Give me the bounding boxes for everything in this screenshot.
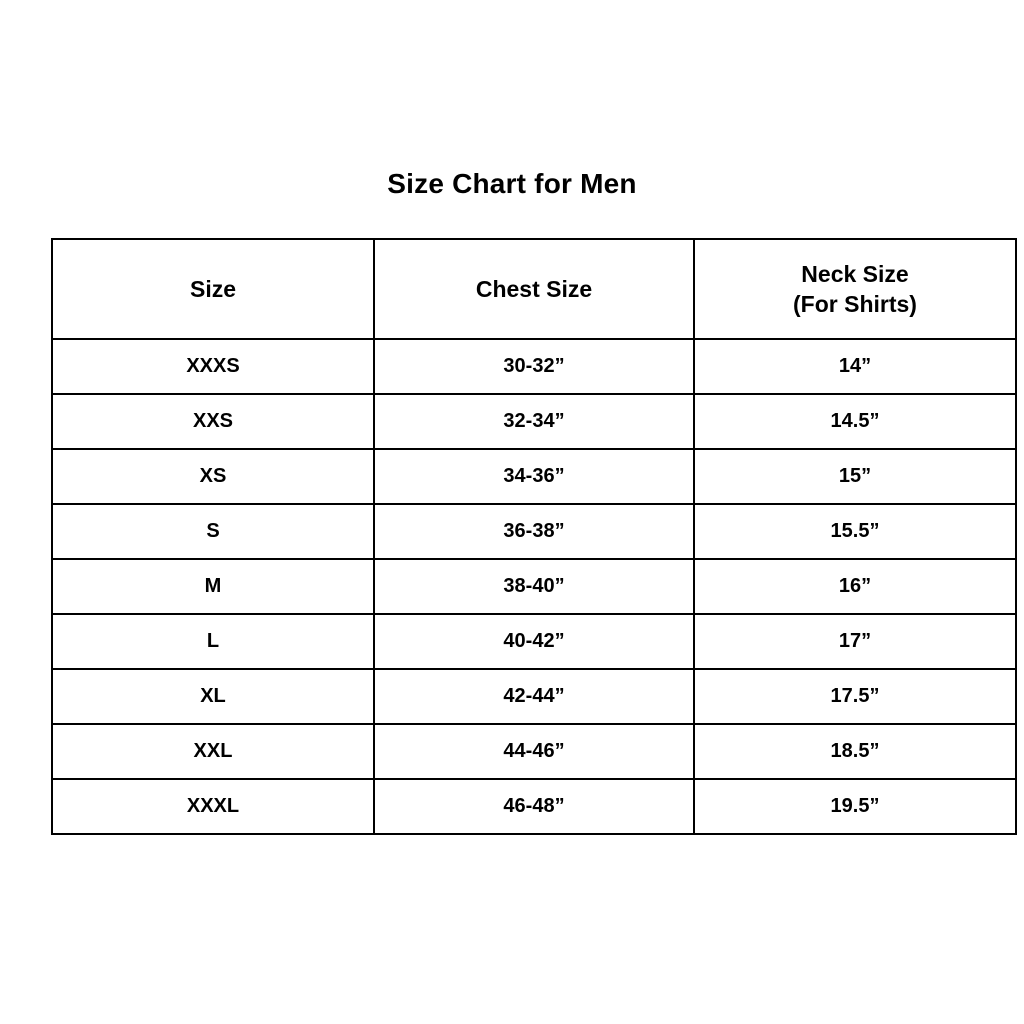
size-chart-table-container	[51, 238, 973, 835]
cell-neck: 14.5”	[694, 394, 1016, 449]
cell-chest: 46-48”	[374, 779, 694, 834]
cell-size: L	[52, 614, 374, 669]
cell-neck: 18.5”	[694, 724, 1016, 779]
table-header	[52, 239, 1016, 339]
cell-size: S	[52, 504, 374, 559]
cell-size: XS	[52, 449, 374, 504]
table-row	[52, 394, 1016, 449]
column-header-neck-size-subtitle: (For Shirts)	[793, 291, 917, 317]
table-header-row	[52, 239, 1016, 339]
cell-size: XXL	[52, 724, 374, 779]
cell-neck: 14”	[694, 339, 1016, 394]
cell-chest: 38-40”	[374, 559, 694, 614]
table-row	[52, 559, 1016, 614]
column-header-chest-size	[374, 239, 694, 339]
cell-neck: 17.5”	[694, 669, 1016, 724]
cell-neck: 15.5”	[694, 504, 1016, 559]
cell-chest: 32-34”	[374, 394, 694, 449]
cell-chest: 44-46”	[374, 724, 694, 779]
column-header-neck-size-label: Neck Size	[801, 260, 909, 287]
cell-size: XXS	[52, 394, 374, 449]
column-header-neck-size	[694, 239, 1016, 339]
table-row	[52, 779, 1016, 834]
cell-neck: 17”	[694, 614, 1016, 669]
table-row	[52, 669, 1016, 724]
table-body	[52, 339, 1016, 834]
page-title: Size Chart for Men	[387, 168, 637, 199]
column-header-size-label: Size	[189, 275, 237, 302]
cell-size: XXXL	[52, 779, 374, 834]
table-row	[52, 504, 1016, 559]
cell-chest: 34-36”	[374, 449, 694, 504]
table-row	[52, 449, 1016, 504]
cell-neck: 15”	[694, 449, 1016, 504]
table-row	[52, 614, 1016, 669]
table-row	[52, 339, 1016, 394]
column-header-size	[52, 239, 374, 339]
cell-chest: 40-42”	[374, 614, 694, 669]
cell-neck: 19.5”	[694, 779, 1016, 834]
size-chart-table	[51, 238, 1017, 835]
cell-chest: 30-32”	[374, 339, 694, 394]
cell-size: M	[52, 559, 374, 614]
cell-neck: 16”	[694, 559, 1016, 614]
cell-chest: 42-44”	[374, 669, 694, 724]
cell-chest: 36-38”	[374, 504, 694, 559]
cell-size: XXXS	[52, 339, 374, 394]
column-header-chest-size-label: Chest Size	[475, 275, 593, 302]
table-row	[52, 724, 1016, 779]
cell-size: XL	[52, 669, 374, 724]
